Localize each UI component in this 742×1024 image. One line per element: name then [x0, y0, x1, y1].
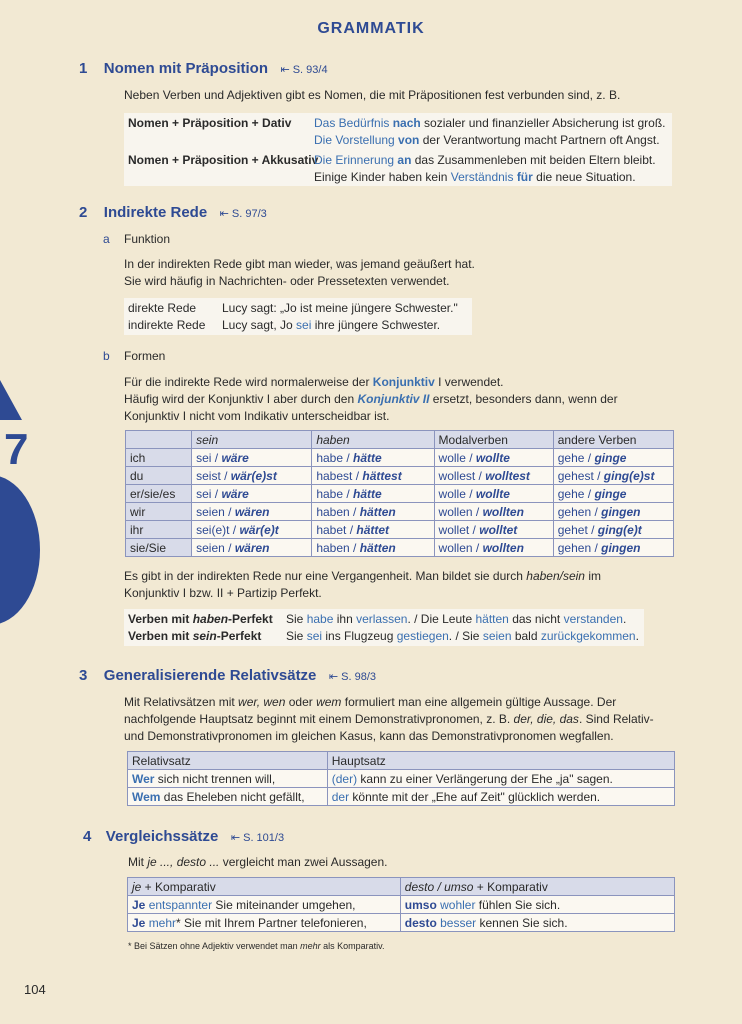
person-cell: wir	[126, 503, 192, 521]
paragraph-line: In der indirekten Rede gibt man wieder, was jemand geäußert hat.	[124, 257, 475, 271]
table-cell: der könnte mit der „Ehe auf Zeit" glücklich werden.	[327, 788, 674, 806]
table-row	[126, 485, 674, 503]
example-label: indirekte Rede	[128, 318, 206, 332]
chapter-marker-triangle	[0, 380, 22, 420]
reference-text: S. 97/3	[231, 208, 267, 220]
page-number: 104	[24, 982, 46, 997]
example-line: Die Erinnerung an das Zusammenleben mit beiden Eltern bleibt.	[314, 153, 656, 167]
table-cell: gehet / ging(e)t	[553, 521, 673, 539]
table-row	[126, 467, 674, 485]
paragraph-line: Konjunktiv I bzw. II + Partizip Perfekt.	[124, 586, 322, 600]
example-label: direkte Rede	[128, 301, 197, 315]
table-row	[126, 521, 674, 539]
table-cell: Je entspannter Sie miteinander umgehen,	[128, 896, 401, 914]
subsection-letter: a	[103, 232, 110, 246]
footnote: * Bei Sätzen ohne Adjektiv verwendet man mehr als Komparativ.	[128, 941, 385, 951]
section-title: Indirekte Rede	[103, 204, 208, 221]
table-header-row	[126, 431, 674, 449]
table-cell: habest / hättest	[312, 467, 434, 485]
person-cell: er/sie/es	[126, 485, 192, 503]
section-2-heading	[79, 204, 267, 222]
section-title: Vergleichssätze	[105, 828, 219, 845]
person-cell: ihr	[126, 521, 192, 539]
table-header-cell: desto / umso + Komparativ	[400, 878, 674, 896]
table-cell: wolle / wollte	[434, 449, 553, 467]
konjunktiv-table	[125, 430, 674, 557]
section-1-intro: Neben Verben und Adjektiven gibt es Nomen, die mit Präpositionen fest verbunden sind, z. B.	[124, 88, 621, 102]
table-row	[128, 896, 675, 914]
table-cell: habe / hätte	[312, 449, 434, 467]
paragraph-line: Mit Relativsätzen mit wer, wen oder wem formuliert man eine allgemein gültige Aussage. Der	[124, 695, 617, 709]
example-label: Verben mit sein-Perfekt	[128, 629, 262, 643]
table-row	[128, 788, 675, 806]
example-line: Die Vorstellung von der Verantwortung macht Partnern oft Angst.	[314, 133, 660, 147]
table-header-row	[128, 752, 675, 770]
paragraph-line: und Demonstrativpronomen im gleichen Kasus, kann das Demonstrativpronomen wegfallen.	[124, 729, 614, 743]
section-number: 2	[79, 204, 88, 221]
table-row	[126, 503, 674, 521]
paragraph-line: Mit je ..., desto ... vergleicht man zwei Aussagen.	[128, 855, 388, 869]
subsection-title: Formen	[124, 349, 166, 363]
section-3-heading	[79, 667, 376, 685]
table-header-row	[128, 878, 675, 896]
person-cell: sie/Sie	[126, 539, 192, 557]
page-reference	[329, 671, 376, 683]
table-cell: sei(e)t / wär(e)t	[192, 521, 312, 539]
table-cell: gehest / ging(e)st	[553, 467, 673, 485]
table-header-cell: Relativsatz	[128, 752, 328, 770]
table-cell: seist / wär(e)st	[192, 467, 312, 485]
table-cell: seien / wären	[192, 539, 312, 557]
chapter-number: 7	[4, 425, 29, 474]
reference-arrow-icon: ⇤	[230, 832, 244, 844]
section-1-heading	[79, 60, 328, 78]
example-line: Einige Kinder haben kein Verständnis für die neue Situation.	[314, 170, 636, 184]
table-cell: haben / hätten	[312, 503, 434, 521]
table-header-cell: Modalverben	[434, 431, 553, 449]
table-row	[128, 770, 675, 788]
page-reference	[231, 832, 284, 844]
section-title: Generalisierende Relativsätze	[103, 667, 317, 684]
table-header-cell: haben	[312, 431, 434, 449]
table-cell: habe / hätte	[312, 485, 434, 503]
table-cell: haben / hätten	[312, 539, 434, 557]
section-number: 3	[79, 667, 88, 684]
example-line: Das Bedürfnis nach sozialer und finanzieller Absicherung ist groß.	[314, 116, 666, 130]
subsection-title: Funktion	[124, 232, 171, 246]
table-cell: sei / wäre	[192, 449, 312, 467]
page-reference	[220, 208, 267, 220]
section-4-heading	[83, 828, 284, 846]
table-header-cell: andere Verben	[553, 431, 673, 449]
table-cell: Wer sich nicht trennen will,	[128, 770, 328, 788]
reference-arrow-icon: ⇤	[280, 64, 293, 76]
perfekt-example-box	[124, 609, 644, 646]
table-cell: Je mehr* Sie mit Ihrem Partner telefonieren,	[128, 914, 401, 932]
example-label: Nomen + Präposition + Akkusativ	[128, 153, 319, 167]
subsection-letter: b	[103, 349, 110, 363]
vergleichssatz-table	[127, 877, 675, 932]
paragraph-line: Konjunktiv I nicht vom Indikativ unterscheidbar ist.	[124, 409, 390, 423]
chapter-marker-shape	[0, 475, 40, 625]
table-cell: umso wohler fühlen Sie sich.	[400, 896, 674, 914]
table-row	[128, 914, 675, 932]
table-cell: wollen / wollten	[434, 539, 553, 557]
table-cell: gehen / gingen	[553, 539, 673, 557]
table-cell: Wem das Eheleben nicht gefällt,	[128, 788, 328, 806]
person-cell: ich	[126, 449, 192, 467]
table-cell: (der) kann zu einer Verlängerung der Ehe „ja" sagen.	[327, 770, 674, 788]
paragraph-line: Für die indirekte Rede wird normalerweise der Konjunktiv I verwendet.	[124, 375, 504, 389]
page-title: GRAMMATIK	[317, 20, 425, 37]
paragraph-line: nachfolgende Hauptsatz beginnt mit einem Demonstrativpronomen, z. B. der, die, das. Sind Relativ-	[124, 712, 654, 726]
table-cell: desto besser kennen Sie sich.	[400, 914, 674, 932]
reference-text: S. 101/3	[243, 832, 285, 844]
example-line: Lucy sagt: „Jo ist meine jüngere Schwester."	[222, 301, 458, 315]
page-reference	[280, 64, 327, 76]
section-1-example-box	[124, 113, 672, 186]
example-line: Sie sei ins Flugzeug gestiegen. / Sie seien bald zurückgekommen.	[286, 629, 639, 643]
table-cell: gehen / gingen	[553, 503, 673, 521]
table-cell: wollest / wolltest	[434, 467, 553, 485]
paragraph-line: Häufig wird der Konjunktiv I aber durch den Konjunktiv II ersetzt, besonders dann, wenn der	[124, 392, 618, 406]
reference-text: S. 93/4	[292, 64, 328, 76]
table-row	[126, 449, 674, 467]
example-label: Nomen + Präposition + Dativ	[128, 116, 292, 130]
example-line: Sie habe ihn verlassen. / Die Leute hätten das nicht verstanden.	[286, 612, 627, 626]
table-cell: habet / hättet	[312, 521, 434, 539]
reference-arrow-icon: ⇤	[219, 208, 232, 220]
example-line: Lucy sagt, Jo sei ihre jüngere Schwester.	[222, 318, 441, 332]
table-header-cell: sein	[192, 431, 312, 449]
section-number: 4	[83, 828, 92, 845]
table-cell: wollet / wolltet	[434, 521, 553, 539]
table-cell: gehe / ginge	[553, 485, 673, 503]
table-cell: sei / wäre	[192, 485, 312, 503]
table-cell: seien / wären	[192, 503, 312, 521]
table-row	[126, 539, 674, 557]
paragraph-line: Sie wird häufig in Nachrichten- oder Pressetexten verwendet.	[124, 274, 450, 288]
section-title: Nomen mit Präposition	[103, 60, 268, 77]
reference-text: S. 98/3	[341, 671, 376, 683]
table-header-cell: Hauptsatz	[327, 752, 674, 770]
table-header-cell: je + Komparativ	[128, 878, 401, 896]
table-cell: gehe / ginge	[553, 449, 673, 467]
relativsatz-table	[127, 751, 675, 806]
table-cell: wollen / wollten	[434, 503, 553, 521]
table-cell: wolle / wollte	[434, 485, 553, 503]
table-header-cell	[126, 431, 192, 449]
paragraph-line: Es gibt in der indirekten Rede nur eine Vergangenheit. Man bildet sie durch haben/sein im	[124, 569, 601, 583]
reference-arrow-icon: ⇤	[328, 671, 342, 683]
person-cell: du	[126, 467, 192, 485]
direct-indirect-example-box	[124, 298, 472, 335]
example-label: Verben mit haben-Perfekt	[128, 612, 273, 626]
section-number: 1	[79, 60, 88, 77]
